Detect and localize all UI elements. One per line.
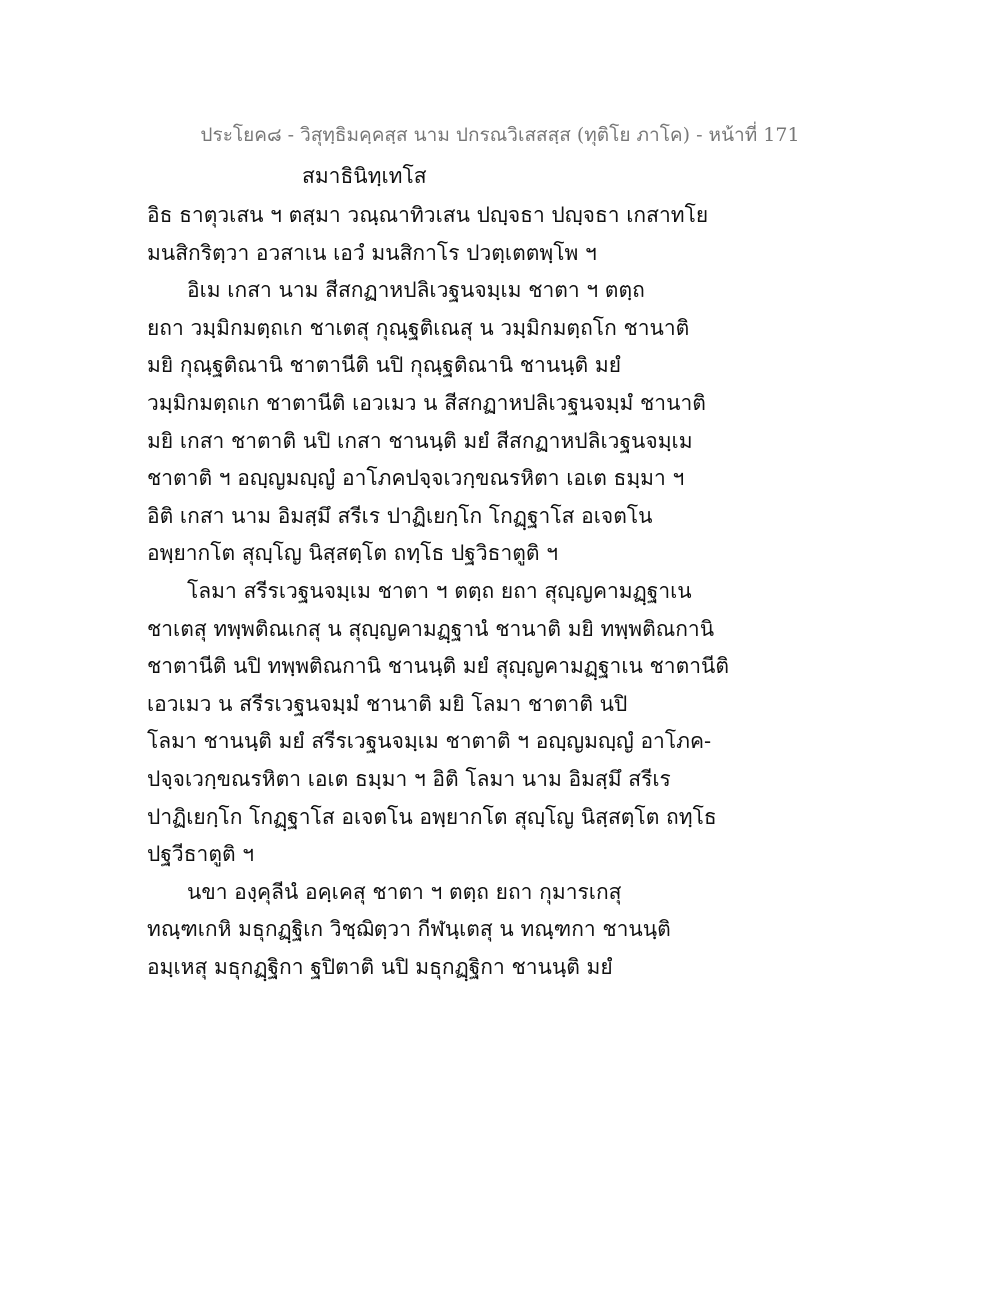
text-line: มนสิกริตฺวา อวสาเน เอวํ มนสิกาโร ปวตฺเตตพฺโพ ฯ xyxy=(147,240,597,265)
paragraph-start-line: นขา องฺคุลีนํ อคฺเคสุ ชาตา ฯ ตตฺถ ยถา กุมารเกสุ xyxy=(187,879,622,904)
body-text xyxy=(147,197,847,986)
paragraph-start-line: โลมา สรีรเวฐนจมฺเม ชาตา ฯ ตตฺถ ยถา สุญฺญคามฏฺฐาเน xyxy=(187,578,692,603)
section-heading: สมาธินิทฺเทโส xyxy=(302,164,427,188)
text-line: มยิ กุณฺฐติณานิ ชาตานีติ นปิ กุณฺฐติณานิ ชานนฺติ มยํ xyxy=(147,353,621,378)
text-line: ชาตานีติ นปิ ทพฺพติณกานิ ชานนฺติ มยํ สุญฺญคามฏฺฐาเน ชาตานีติ xyxy=(147,654,730,679)
text-line: อิติ เกสา นาม อิมสฺมึ สรีเร ปาฏิเยกฺโก โกฏฺฐาโส อเจตโน xyxy=(147,503,653,528)
page-header: ประโยค๘ - วิสุทฺธิมคฺคสฺส นาม ปกรณวิเสสสฺส (ทุติโย ภาโค) - หน้าที่ 171 xyxy=(200,124,800,146)
text-line: อิธ ธาตุวเสน ฯ ตสฺมา วณฺณาทิวเสน ปญฺจธา ปญฺจธา เกสาทโย xyxy=(147,203,709,227)
text-line: โลมา ชานนฺติ มยํ สรีรเวฐนจมฺเม ชาตาติ ฯ อญฺญมญฺญํ อาโภค- xyxy=(147,729,712,754)
text-line: อพฺยากโต สุญฺโญ นิสฺสตฺโต ถทฺโธ ปฐวิธาตูติ ฯ xyxy=(147,541,559,566)
text-line: ชาเตสุ ทพฺพติณเกสุ น สุญฺญคามฏฺฐานํ ชานาติ มยิ ทพฺพติณกานิ xyxy=(147,616,715,641)
text-line: เอวเมว น สรีรเวฐนจมฺมํ ชานาติ มยิ โลมา ชาตาติ นปิ xyxy=(147,691,628,716)
text-line: มยิ เกสา ชาตาติ นปิ เกสา ชานนฺติ มยํ สีสกฏาหปลิเวฐนจมฺเม xyxy=(147,428,693,453)
text-line: ทณฺฑเกหิ มธุกฏฺฐิเก วิชฺฌิตฺวา กีฬนฺเตสุ น ทณฺฑกา ชานนฺติ xyxy=(147,917,671,942)
paragraph-start-line: อิเม เกสา นาม สีสกฏาหปลิเวฐนจมฺเม ชาตา ฯ ตตฺถ xyxy=(187,278,645,303)
text-line: อมฺเหสุ มธุกฏฺฐิกา ฐปิตาติ นปิ มธุกฏฺฐิกา ชานนฺติ มยํ xyxy=(147,954,613,979)
text-line: ยถา วมฺมิกมตฺถเก ชาเตสุ กุณฺฐติเณสุ น วมฺมิกมตฺถโก ชานาติ xyxy=(147,315,690,340)
text-line: ปาฏิเยกฺโก โกฏฺฐาโส อเจตโน อพฺยากโต สุญฺโญ นิสฺสตฺโต ถทฺโธ xyxy=(147,804,717,829)
text-line: วมฺมิกมตฺถเก ชาตานีติ เอวเมว น สีสกฏาหปลิเวฐนจมฺมํ ชานาติ xyxy=(147,390,706,415)
text-line: ชาตาติ ฯ อญฺญมญฺญํ อาโภคปจฺจเวกฺขณรหิตา เอเต ธมฺมา ฯ xyxy=(147,466,685,491)
text-line: ปฐวีธาตูติ ฯ xyxy=(147,842,255,867)
text-line: ปจฺจเวกฺขณรหิตา เอเต ธมฺมา ฯ อิติ โลมา นาม อิมสฺมึ สรีเร xyxy=(147,766,671,791)
